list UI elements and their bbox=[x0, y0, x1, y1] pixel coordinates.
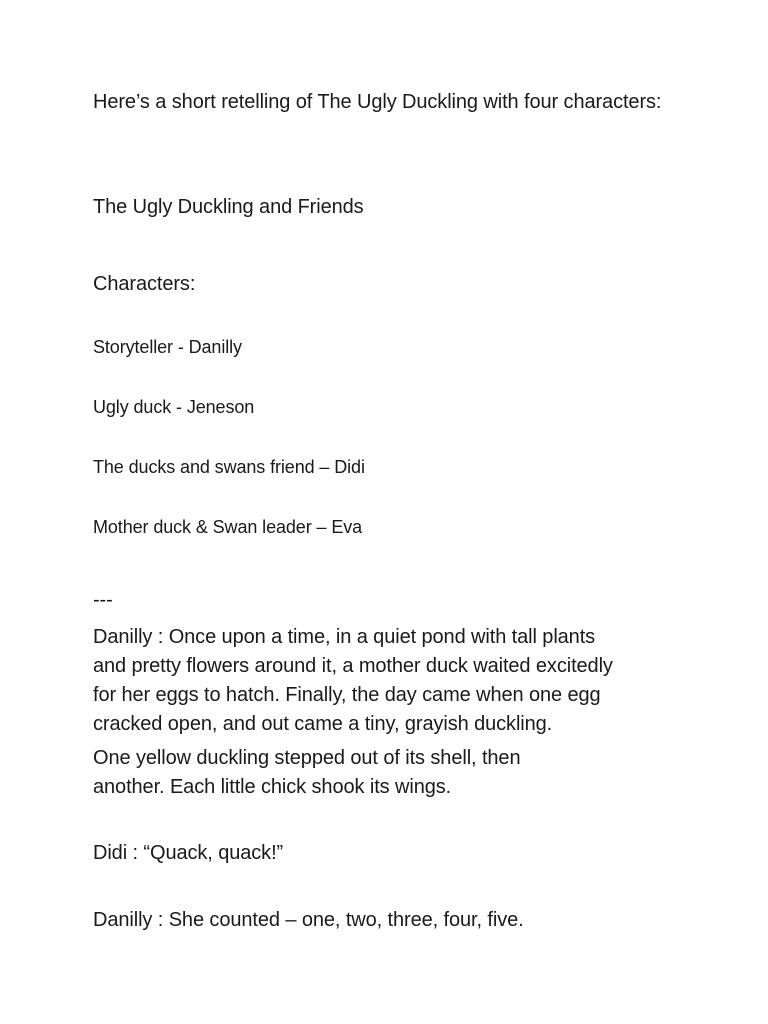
story-paragraph-3: Didi : “Quack, quack!” bbox=[93, 842, 284, 864]
cast-item-mother-duck: Mother duck & Swan leader – Eva bbox=[93, 517, 363, 537]
story-title: The Ugly Duckling and Friends bbox=[93, 196, 364, 218]
story-paragraph-4: Danilly : She counted – one, two, three, four, five. bbox=[93, 909, 524, 931]
cast-item-storyteller: Storyteller - Danilly bbox=[93, 337, 242, 357]
story-paragraph-2: One yellow duckling stepped out of its shell, then another. Each little chick shook its wings. bbox=[93, 747, 521, 798]
story-paragraph-1: Danilly : Once upon a time, in a quiet pond with tall plants and pretty flowers around it, a mother duck waited excitedly for her eggs to hatch. Finally, the day came when one egg cracked open, and out came a tiny, grayish duckling. bbox=[93, 626, 613, 735]
intro-text: Here’s a short retelling of The Ugly Duckling with four characters: bbox=[93, 91, 662, 113]
cast-item-friend: The ducks and swans friend – Didi bbox=[93, 457, 365, 477]
cast-list bbox=[93, 302, 693, 572]
cast-item-ugly-duck: Ugly duck - Jeneson bbox=[93, 397, 255, 417]
section-separator: --- bbox=[93, 589, 113, 611]
characters-heading: Characters: bbox=[93, 273, 196, 295]
